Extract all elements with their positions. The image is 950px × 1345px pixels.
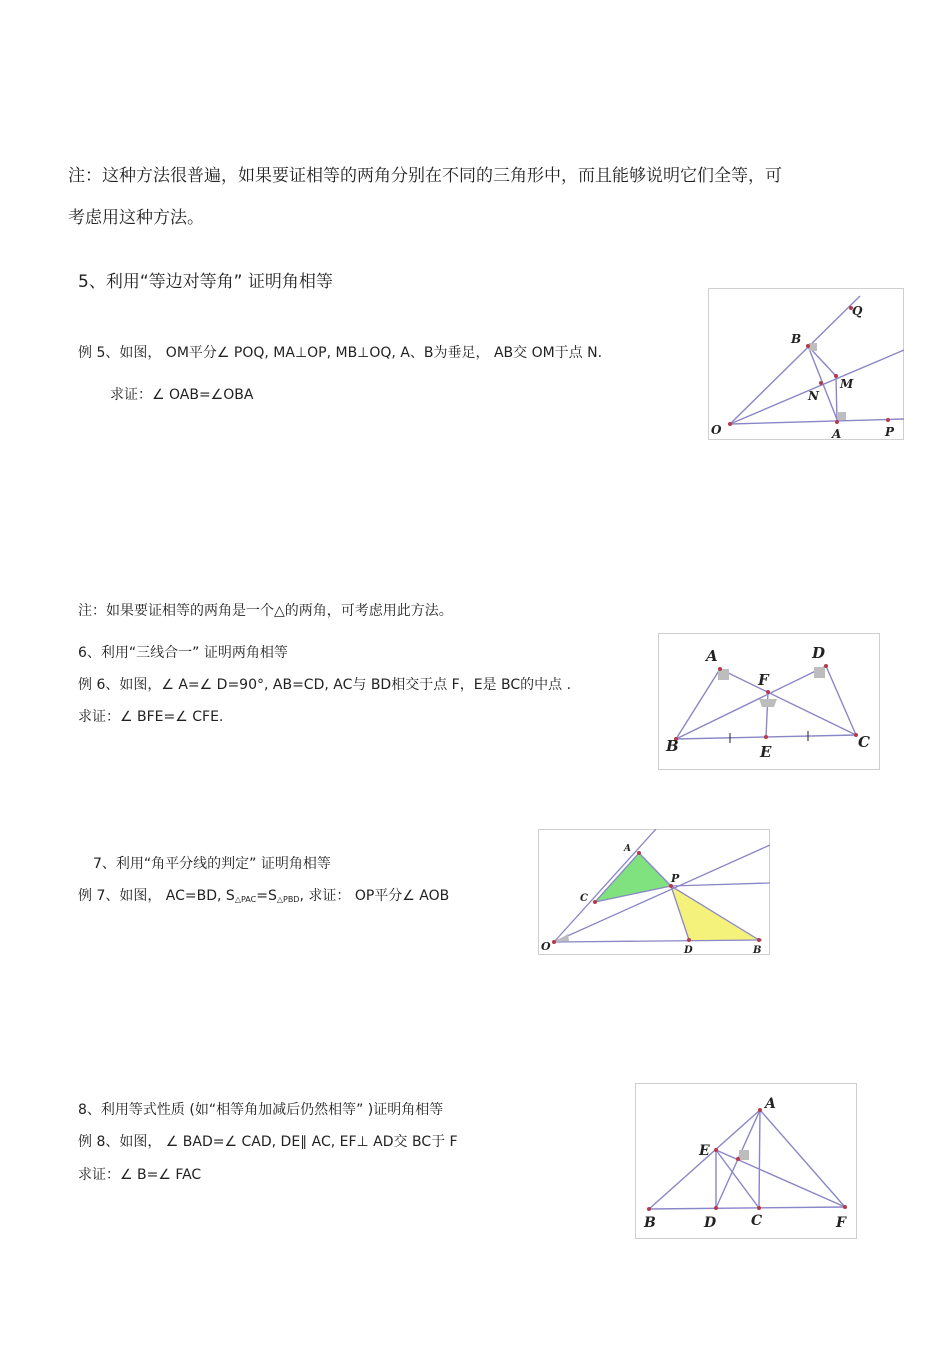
note1-line1: 注：这种方法很普遍，如果要证相等的两角分别在不同的三角形中，而且能够说明它们全等，可: [68, 166, 782, 186]
label-b: B: [644, 1215, 656, 1231]
label-b: B: [791, 332, 802, 346]
example7-mid: =S: [256, 888, 277, 904]
right-angle-marker-b: [809, 343, 817, 351]
example7-suffix: , 求证： OP平分∠ AOB: [299, 888, 450, 904]
angle-marker-f: [759, 699, 777, 707]
section6-heading: 6、利用“三线合一” 证明两角相等: [78, 645, 288, 661]
note1-line2: 考虑用这种方法。: [68, 208, 204, 228]
label-p: P: [885, 425, 895, 439]
figure-example6: [658, 633, 880, 770]
label-d: D: [704, 1215, 717, 1231]
label-f: F: [758, 671, 769, 689]
section8-heading: 8、利用等式性质 (如“相等角加减后仍然相等” )证明角相等: [78, 1102, 444, 1118]
label-d: D: [684, 945, 693, 955]
label-m: M: [840, 377, 854, 391]
note2: 注：如果要证相等的两角是一个△的两角，可考虑用此方法。: [78, 603, 453, 619]
angle-marker-o: [554, 934, 569, 942]
label-o: O: [711, 423, 722, 437]
example7-sub2: △PBD: [276, 895, 300, 904]
example7-sub1: △PAC: [234, 895, 257, 904]
label-a: A: [765, 1096, 776, 1112]
right-angle-marker-a: [838, 412, 846, 420]
section8-prove: 求证：∠ B=∠ FAC: [78, 1167, 202, 1183]
right-angle-marker-d: [814, 667, 825, 678]
label-o: O: [541, 940, 551, 953]
label-b: B: [666, 737, 679, 755]
right-angle-marker: [739, 1150, 749, 1160]
label-a: A: [706, 647, 718, 665]
section5-example: 例 5、如图， OM平分∠ POQ, MA⊥OP, MB⊥OQ, A、B为垂足， AB交 OM于点 N.: [78, 345, 603, 361]
label-d: D: [812, 644, 826, 662]
figure-example7: [538, 829, 770, 955]
label-p: P: [671, 872, 680, 885]
section7-example: [78, 889, 449, 904]
figure-example8: [635, 1083, 857, 1239]
label-a: A: [832, 427, 842, 440]
section5-heading: 5、利用“等边对等角” 证明角相等: [78, 272, 333, 292]
label-a: A: [624, 844, 631, 854]
label-n: N: [808, 389, 819, 403]
label-q: Q: [852, 304, 863, 318]
section8-example: 例 8、如图， ∠ BAD=∠ CAD, DE∥ AC, EF⊥ AD交 BC于 F: [78, 1134, 458, 1150]
section6-example: 例 6、如图，∠ A=∠ D=90°, AB=CD, AC与 BD相交于点 F，E是 BC的中点 .: [78, 677, 572, 693]
label-e: E: [760, 743, 772, 761]
label-c: C: [580, 893, 588, 904]
section5-prove: 求证：∠ OAB=∠OBA: [110, 387, 254, 403]
section7-heading: 7、利用“角平分线的判定” 证明角相等: [93, 856, 331, 872]
figure-example5: [708, 288, 904, 440]
label-e: E: [699, 1143, 710, 1159]
label-c: C: [858, 733, 870, 751]
example7-prefix: 例 7、如图， AC=BD, S: [78, 888, 235, 904]
section6-prove: 求证：∠ BFE=∠ CFE.: [78, 709, 224, 725]
label-c: C: [751, 1213, 763, 1229]
label-f: F: [836, 1215, 846, 1231]
label-b: B: [753, 945, 762, 955]
